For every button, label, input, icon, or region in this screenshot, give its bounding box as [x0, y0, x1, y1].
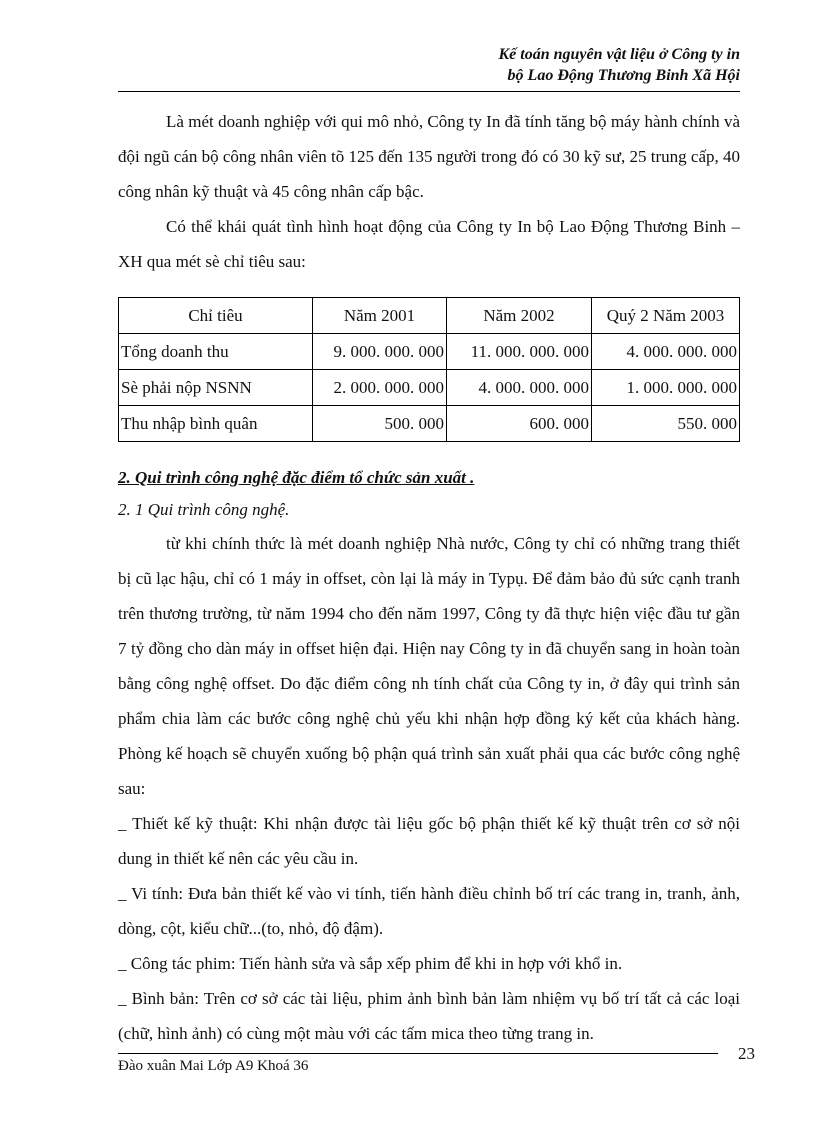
process-step: _ Bình bản: Trên cơ sở các tài liệu, phim ảnh bình bản làm nhiệm vụ bố trí tất cả các loại (chữ, hình ảnh) có cùng một màu với các tấm mica theo từng trang in.	[118, 989, 740, 1043]
footer-divider	[118, 1053, 718, 1054]
page-body	[118, 104, 740, 1051]
table-cell: 11. 000. 000. 000	[447, 334, 592, 370]
table-header-cell: Năm 2002	[447, 298, 592, 334]
table-cell: Sè phải nộp NSNN	[119, 370, 313, 406]
table-cell: 4. 000. 000. 000	[447, 370, 592, 406]
table-row	[119, 406, 740, 442]
table-cell: 2. 000. 000. 000	[313, 370, 447, 406]
running-header	[118, 44, 740, 86]
process-step: _ Vi tính: Đưa bản thiết kế vào vi tính, tiến hành điều chỉnh bố trí các trang in, tranh, ảnh, dòng, cột, kiểu chữ...(to, nhỏ, độ đậm).	[118, 884, 740, 938]
table-cell: Tổng doanh thu	[119, 334, 313, 370]
business-indicators-table	[118, 297, 740, 442]
header-title-line-2: bộ Lao Động Thương Binh Xã Hội	[507, 67, 740, 84]
header-title-line-1: Kế toán nguyên vật liệu ở Công ty in	[498, 46, 740, 63]
footer-author: Đào xuân Mai Lớp A9 Khoá 36	[118, 1058, 309, 1074]
table-cell: 550. 000	[592, 406, 740, 442]
table-cell: 500. 000	[313, 406, 447, 442]
table-header-cell: Chỉ tiêu	[119, 298, 313, 334]
process-step: _ Thiết kế kỹ thuật: Khi nhận được tài liệu gốc bộ phận thiết kế kỹ thuật trên cơ sở nội dung in thiết kế nên các yêu cầu in.	[118, 814, 740, 868]
intro-paragraph-2: Có thể khái quát tình hình hoạt động của Công ty In bộ Lao Động Thương Binh –XH qua mét sè chỉ tiêu sau:	[118, 217, 740, 271]
page-number: 23	[738, 1044, 755, 1063]
header-divider	[118, 91, 740, 92]
process-step: _ Công tác phim: Tiến hành sửa và sắp xếp phim để khi in hợp với khổ in.	[118, 954, 623, 973]
table-row	[119, 370, 740, 406]
table-cell: Thu nhập bình quân	[119, 406, 313, 442]
table-header-cell: Quý 2 Năm 2003	[592, 298, 740, 334]
table-header-cell: Năm 2001	[313, 298, 447, 334]
intro-paragraph-1: Là mét doanh nghiệp với qui mô nhỏ, Công ty In đã tính tăng bộ máy hành chính và đội ngũ cán bộ công nhân viên tõ 125 đến 135 người trong đó có 30 kỹ sư, 25 trung cấp, 40 công nhân kỹ thuật và 45 công nhân cấp bậc.	[118, 112, 740, 201]
table-cell: 1. 000. 000. 000	[592, 370, 740, 406]
table-header-row	[119, 298, 740, 334]
table-cell: 4. 000. 000. 000	[592, 334, 740, 370]
subsection-heading: 2. 1 Qui trình công nghệ.	[118, 500, 290, 519]
section-heading: 2. Qui trình công nghệ đặc điểm tổ chức sản xuất .	[118, 468, 475, 487]
table-cell: 600. 000	[447, 406, 592, 442]
table-cell: 9. 000. 000. 000	[313, 334, 447, 370]
table-row	[119, 334, 740, 370]
process-paragraph: từ khi chính thức là mét doanh nghiệp Nhà nước, Công ty chỉ có những trang thiết bị cũ lạc hậu, chỉ có 1 máy in offset, còn lại là máy in Typụ. Để đảm bảo đủ sức cạnh tranh trên thương trường, từ năm 1994 cho đến năm 1997, Công ty đã thực hiện việc đầu tư gần 7 tỷ đồng cho dàn máy in offset hiện đại. Hiện nay Công ty in đã chuyển sang in hoàn toàn bằng công nghệ offset. Do đặc điểm công nh tính chất của Công ty in, ở đây qui trình sản phẩm chia làm các bước công nghệ chủ yếu khi nhận hợp đồng ký kết của khách hàng. Phòng kế hoạch sẽ chuyển xuống bộ phận quá trình sản xuất phải qua các bước công nghệ sau:	[118, 534, 740, 798]
